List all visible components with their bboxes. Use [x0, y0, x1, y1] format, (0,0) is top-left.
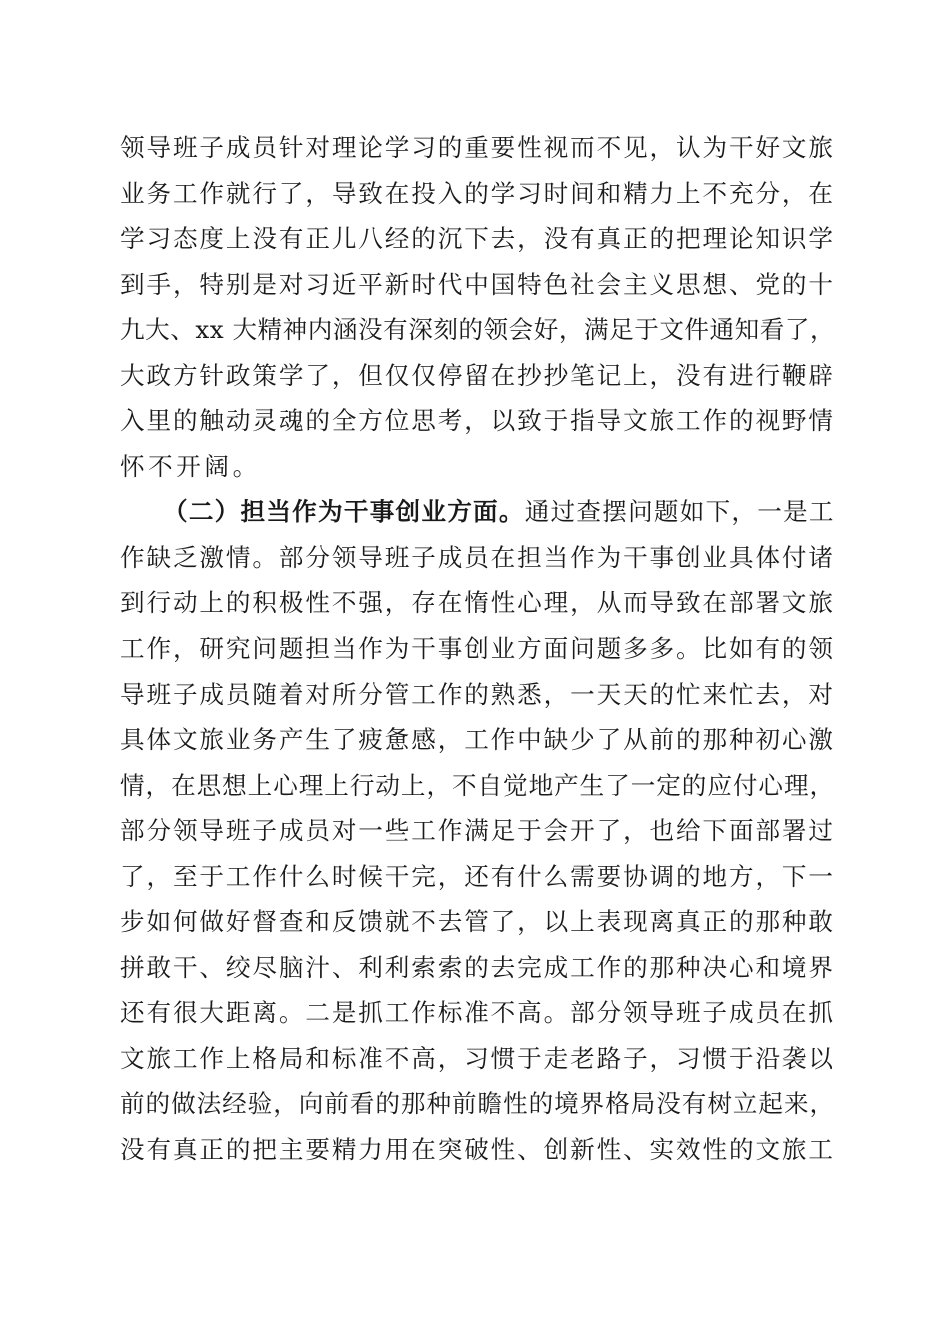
text-line — [120, 171, 835, 217]
text-line — [120, 1036, 835, 1082]
text-line — [120, 672, 835, 718]
body-text: 通过查摆问题如下，一是工 — [524, 497, 835, 527]
text-line — [120, 580, 835, 626]
text-line — [120, 899, 835, 945]
text-line — [120, 626, 835, 672]
body-text: 大政方针政策学了，但仅仅停留在抄抄笔记上，没有进行鞭辟 — [120, 360, 835, 390]
body-text: 到行动上的积极性不强，存在惰性心理，从而导致在部署文旅 — [120, 588, 835, 618]
text-line — [120, 353, 835, 399]
body-text: 拼敢干、绞尽脑汁、利利索索的去完成工作的那种决心和境界 — [120, 952, 835, 982]
text-line — [120, 854, 835, 900]
body-text: 入里的触动灵魂的全方位思考，以致于指导文旅工作的视野情 — [120, 406, 835, 436]
text-line — [120, 717, 835, 763]
body-text: 学习态度上没有正儿八经的沉下去，没有真正的把理论知识学 — [120, 224, 835, 254]
body-text: 怀不开阔。 — [120, 451, 261, 481]
text-line — [120, 489, 835, 535]
body-text: 领导班子成员针对理论学习的重要性视而不见，认为干好文旅 — [120, 133, 835, 162]
body-text: 具体文旅业务产生了疲惫感，工作中缺少了从前的那种初心激 — [120, 725, 835, 755]
text-line — [120, 125, 835, 171]
text-line — [120, 763, 835, 809]
body-text: 情，在思想上心理上行动上，不自觉地产生了一定的应付心理， — [120, 770, 836, 800]
body-text: 了，至于工作什么时候干完，还有什么需要协调的地方，下一 — [120, 861, 835, 891]
text-line — [120, 535, 835, 581]
body-text: 没有真正的把主要精力用在突破性、创新性、实效性的文旅工 — [120, 1135, 835, 1165]
body-text: 九大、xx 大精神内涵没有深刻的领会好，满足于文件通知看了， — [120, 315, 836, 345]
text-line — [120, 444, 835, 490]
body-text: 部分领导班子成员对一些工作满足于会开了，也给下面部署过 — [120, 816, 835, 846]
text-line — [120, 1081, 835, 1127]
text-line — [120, 808, 835, 854]
body-text: 工作，研究问题担当作为干事创业方面问题多多。比如有的领 — [120, 634, 835, 664]
body-text: 文旅工作上格局和标准不高，习惯于走老路子，习惯于沿袭以 — [120, 1043, 835, 1073]
section-heading: （二）担当作为干事创业方面。 — [163, 497, 525, 527]
body-text: 步如何做好督查和反馈就不去管了，以上表现离真正的那种敢 — [120, 907, 835, 937]
text-line — [120, 262, 835, 308]
text-line — [120, 1127, 835, 1173]
text-line — [120, 398, 835, 444]
body-text: 作缺乏激情。部分领导班子成员在担当作为干事创业具体付诸 — [120, 542, 835, 572]
text-line — [120, 990, 835, 1036]
body-text: 到手，特别是对习近平新时代中国特色社会主义思想、党的十 — [120, 269, 835, 299]
body-text: 业务工作就行了，导致在投入的学习时间和精力上不充分，在 — [120, 178, 835, 208]
body-text: 还有很大距离。二是抓工作标准不高。部分领导班子成员在抓 — [120, 998, 835, 1028]
text-line — [120, 307, 835, 353]
text-line — [120, 945, 835, 991]
body-text: 前的做法经验，向前看的那种前瞻性的境界格局没有树立起来， — [120, 1089, 836, 1119]
document-page — [120, 125, 835, 1173]
body-text: 导班子成员随着对所分管工作的熟悉，一天天的忙来忙去，对 — [120, 679, 835, 709]
text-line — [120, 216, 835, 262]
